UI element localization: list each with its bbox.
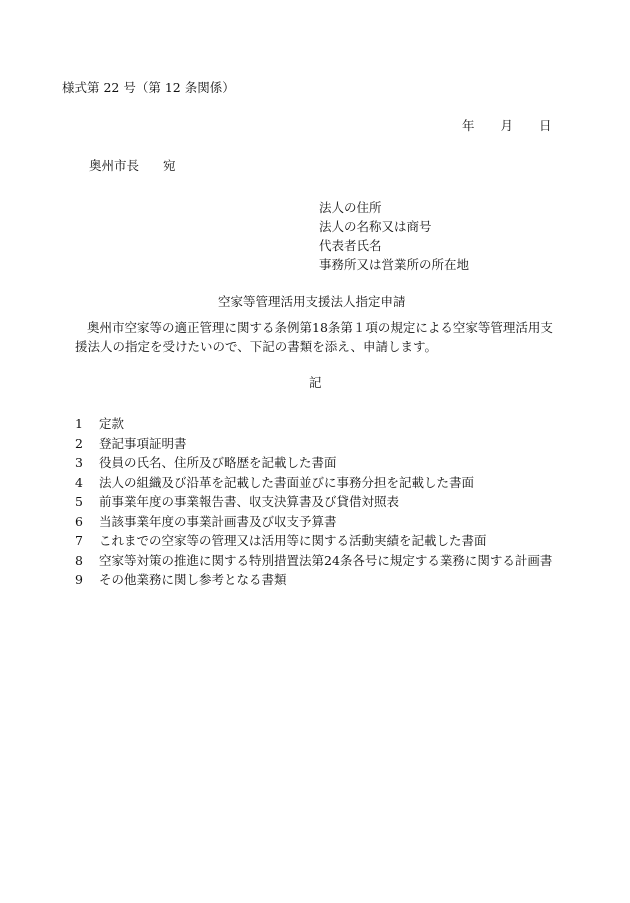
attached-documents-list	[75, 414, 552, 590]
body-line-1: 奥州市空家等の適正管理に関する条例第18条第１項の規定による空家等管理活用支	[87, 320, 553, 335]
list-item-number: 8	[75, 552, 83, 568]
list-item-number: 6	[75, 513, 83, 529]
list-item-number: 5	[75, 494, 83, 509]
list-item	[75, 551, 552, 571]
list-item	[75, 434, 552, 454]
applicant-name-label: 法人の名称又は商号	[319, 219, 432, 234]
form-number: 様式第 22 号（第 12 条関係）	[62, 80, 235, 95]
list-item-number: 7	[75, 533, 83, 548]
list-item-number: 2	[75, 435, 83, 451]
office-location-label: 事務所又は営業所の所在地	[319, 257, 470, 272]
document-title: 空家等管理活用支援法人指定申請	[218, 294, 406, 309]
list-item-text: 法人の組織及び沿革を記載した書面並びに事務分担を記載した書面	[99, 474, 475, 490]
list-item-text: その他業務に関し参考となる書類	[99, 572, 287, 587]
list-item	[75, 492, 552, 512]
applicant-block	[319, 198, 469, 274]
list-item-text: 役員の氏名、住所及び略歴を記載した書面	[99, 455, 337, 470]
date-line	[462, 120, 552, 133]
body-line-2: 援法人の指定を受けたいので、下記の書類を添え、申請します。	[75, 339, 438, 354]
list-item	[75, 473, 552, 493]
list-item	[75, 414, 552, 434]
list-item-text: 登記事項証明書	[99, 435, 187, 451]
list-item-number: 9	[75, 572, 83, 587]
list-item-text: 空家等対策の推進に関する特別措置法第24条各号に規定する業務に関する計画書	[99, 552, 553, 568]
date-day-label: 日	[539, 118, 552, 133]
date-year-label: 年	[462, 118, 475, 133]
list-item-text: 定款	[99, 416, 125, 431]
ki-heading: 記	[309, 375, 322, 390]
list-item	[75, 531, 552, 551]
list-item-number: 4	[75, 474, 83, 490]
list-item-text: これまでの空家等の管理又は活用等に関する活動実績を記載した書面	[99, 533, 487, 548]
list-item-text: 前事業年度の事業報告書、収支決算書及び貸借対照表	[99, 494, 400, 509]
list-item	[75, 512, 552, 532]
list-item-text: 当該事業年度の事業計画書及び収支予算書	[99, 513, 337, 529]
representative-name-label: 代表者氏名	[319, 238, 382, 253]
list-item	[75, 453, 552, 473]
list-item-number: 1	[75, 416, 83, 431]
list-item	[75, 570, 552, 590]
recipient	[89, 160, 176, 173]
date-month-label: 月	[500, 118, 514, 133]
recipient-name: 奥州市長	[89, 158, 140, 173]
recipient-honorific: 宛	[163, 158, 176, 173]
application-body	[75, 318, 595, 356]
applicant-address-label: 法人の住所	[319, 200, 382, 215]
list-item-number: 3	[75, 455, 83, 470]
